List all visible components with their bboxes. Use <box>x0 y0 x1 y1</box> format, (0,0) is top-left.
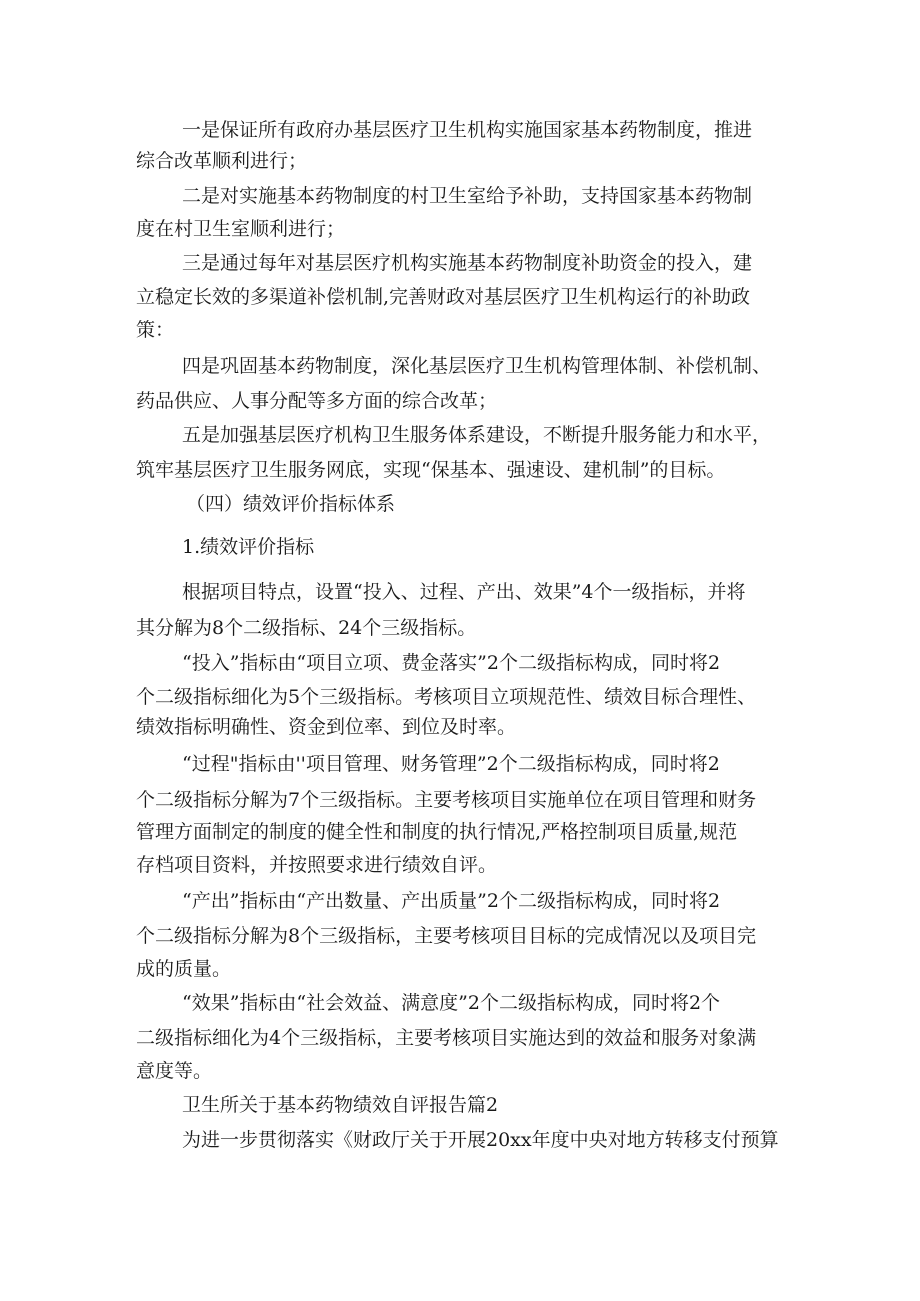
text-line: 存档项目资料，并按照要求进行绩效自评。 <box>136 854 498 876</box>
heading-text: （四）绩效评价指标体系 <box>186 493 396 515</box>
text-line: “过程"指标由''项目管理、财务管理”2个二级指标构成，同时将2 <box>182 753 720 775</box>
text-line: 五是加强基层医疗机构卫生服务体系建设，不断提升服务能力和水平， <box>182 424 772 446</box>
text-line: 度在村卫生室顺利进行； <box>136 218 346 240</box>
text-line: 成的质量。 <box>136 958 232 980</box>
text-line: 综合改革顺利进行； <box>136 150 308 172</box>
text-line: 个二级指标分解为8个三级指标，主要考核项目目标的完成情况以及项目完 <box>136 925 757 947</box>
text-line: 药品供应、人事分配等多方面的综合改革； <box>136 390 498 412</box>
heading-text: 卫生所关于基本药物绩效自评报告篇2 <box>182 1094 499 1116</box>
text-line: 其分解为8个二级指标、24个三级指标。 <box>136 617 477 639</box>
text-line: 筑牢基层医疗卫生服务网底，实现“保基本、强速设、建机制”的目标。 <box>136 459 726 481</box>
text-line: “效果”指标由“社会效益、满意度”2个二级指标构成，同时将2个 <box>182 992 721 1014</box>
text-line: 为进一步贯彻落实《财政厅关于开展20xx年度中央对地方转移支付预算 <box>182 1129 779 1151</box>
text-line: 一是保证所有政府办基层医疗卫生机构实施国家基本药物制度，推进 <box>182 119 753 141</box>
text-line: 绩效指标明确性、资金到位率、到位及时率。 <box>136 716 517 738</box>
text-line: 管理方面制定的制度的健全性和制度的执行情况,严格控制项目质量,规范 <box>136 821 738 843</box>
text-line: 二级指标细化为4个三级指标，主要考核项目实施达到的效益和服务对象满 <box>136 1027 757 1049</box>
heading-text: 1.绩效评价指标 <box>182 536 315 558</box>
text-line: 个二级指标细化为5个三级指标。考核项目立项规范性、绩效目标合理性、 <box>136 686 757 708</box>
text-line: “投入”指标由“项目立项、费金落实”2个二级指标构成，同时将2 <box>182 652 721 674</box>
text-line: 策： <box>136 319 175 341</box>
text-line: 三是通过每年对基层医疗机构实施基本药物制度补助资金的投入，建 <box>182 252 753 274</box>
text-line: “产出”指标由“产出数量、产出质量”2个二级指标构成，同时将2 <box>182 890 721 912</box>
text-line: 根据项目特点，设置“投入、过程、产出、效果”4个一级指标，并将 <box>182 581 746 603</box>
text-line: 二是对实施基本药物制度的村卫生室给予补助，支持国家基本药物制 <box>182 185 753 207</box>
text-line: 意度等。 <box>136 1060 213 1082</box>
text-line: 立稳定长效的多渠道补偿机制,完善财政对基层医疗卫生机构运行的补助政 <box>136 286 751 308</box>
text-line: 个二级指标分解为7个三级指标。主要考核项目实施单位在项目管理和财务 <box>136 789 757 811</box>
text-line: 四是巩固基本药物制度，深化基层医疗卫生机构管理体制、补偿机制、 <box>182 355 772 377</box>
